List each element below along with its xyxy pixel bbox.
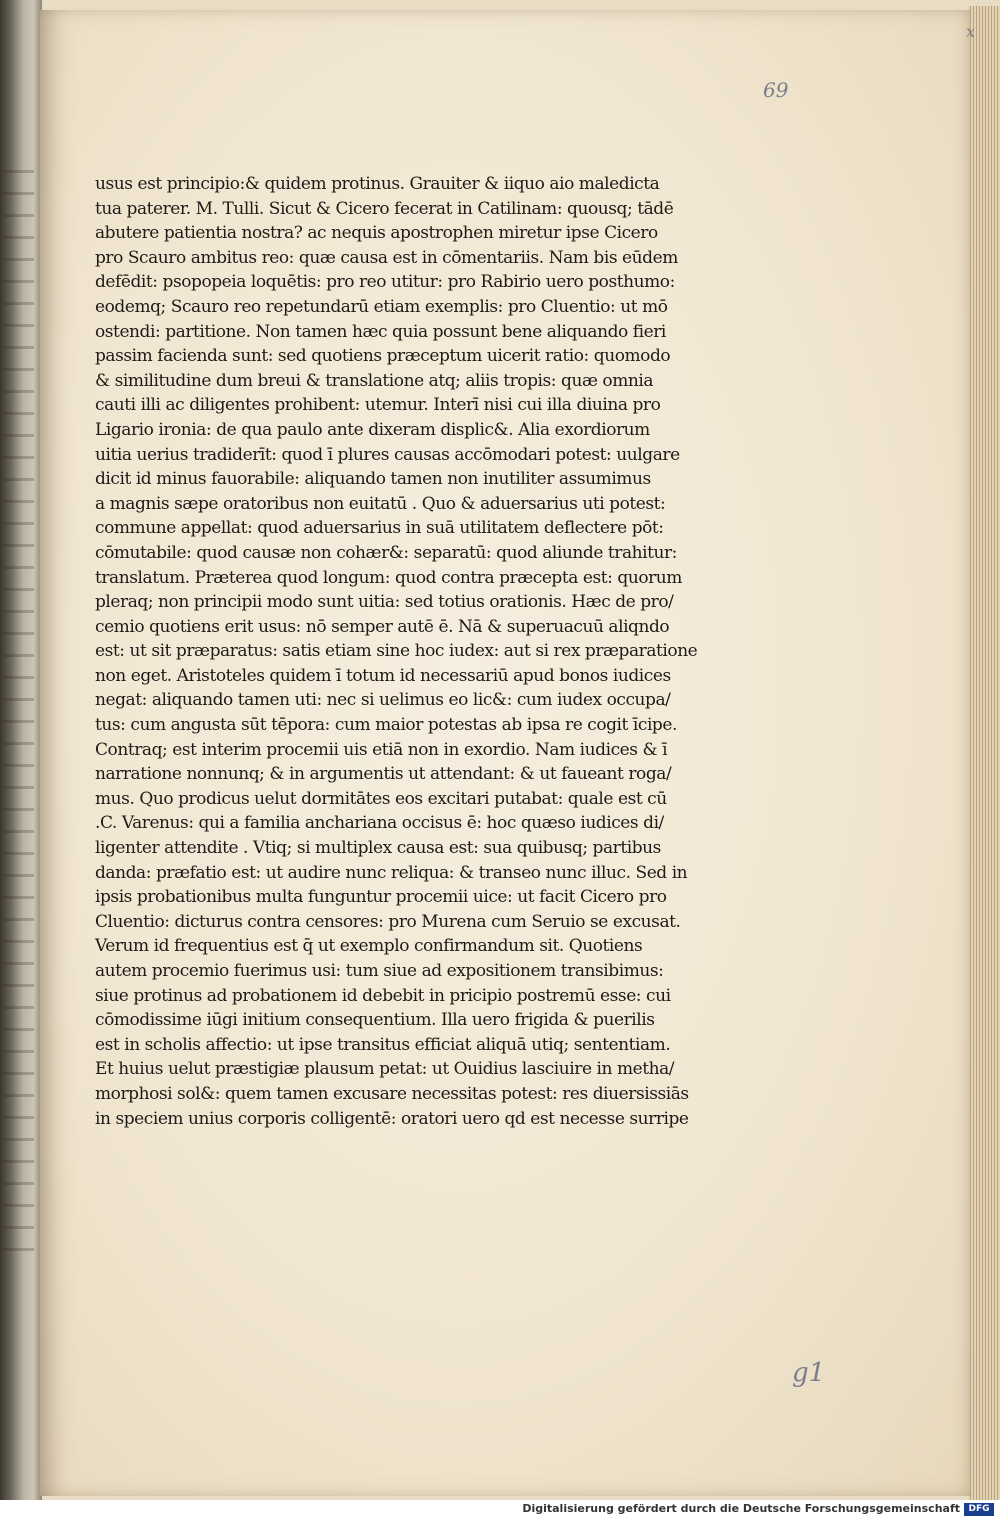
text-line: ostendi: partitione. Non tamen hæc quia possunt bene aliquando fieri [95,321,666,342]
text-line: cōmodissime iūgi initium consequentium. Illa uero frigida & puerilis [95,1010,655,1031]
text-line: ligenter attendite . Vtiq; si multiplex causa est: sua quibusq; partibus [95,838,661,859]
text-line: ipsis probationibus multa funguntur procemii uice: ut facit Cicero pro [95,887,667,908]
text-line: commune appellat: quod aduersarius in suā utilitatem deflectere pōt: [95,518,664,539]
text-line: & similitudine dum breui & translatione atq; aliis tropis: quæ omnia [95,370,654,391]
text-line: a magnis sæpe oratoribus non euitatū . Quo & aduersarius uti potest: [95,493,666,514]
text-line: Cluentio: dicturus contra censores: pro Murena cum Seruio se excusat. [95,911,681,932]
text-line: narratione nonnunq; & in argumentis ut attendant: & ut faueant roga/ [95,764,672,785]
signature-mark: g1 [792,1358,826,1388]
text-line: pro Scauro ambitus reo: quæ causa est in cōmentariis. Nam bis eūdem [95,247,678,268]
text-line: abutere patientia nostra? ac nequis apostrophen miretur ipse Cicero [95,223,658,244]
footer-credit: Digitalisierung gefördert durch die Deutsche Forschungsgemeinschaft [522,1502,960,1515]
text-line: usus est principio:& quidem protinus. Grauiter & iiquo aio maledicta [95,174,660,194]
text-line: uitia uerius tradiderīt: quod ī plures causas accōmodari potest: uulgare [95,444,680,465]
text-line: est in scholis affectio: ut ipse transitus efficiat aliquā utiq; sententiam. [95,1034,671,1055]
text-line: tua paterer. M. Tulli. Sicut & Cicero fecerat in Catilinam: quousq; tādē [95,198,674,219]
text-line: cōmutabile: quod causæ non cohær&: separatū: quod aliunde trahitur: [95,542,677,563]
page-edges [968,6,1000,1500]
text-line: morphosi sol&: quem tamen excusare necessitas potest: res diuersissiās [95,1083,689,1104]
text-line: passim facienda sunt: sed quotiens præceptum uicerit ratio: quomodo [95,346,671,367]
text-line: siue protinus ad probationem id debebit in pricipio postremū esse: cui [95,985,671,1006]
text-line: autem procemio fuerimus usi: tum siue ad expositionem transibimus: [95,961,664,981]
folio-mark: x [966,22,976,41]
text-line: negat: aliquando tamen uti: nec si uelimus eo lic&: cum iudex occupa/ [95,690,671,711]
text-line: cauti illi ac diligentes prohibent: utemur. Interī nisi cui illa diuina pro [95,395,661,416]
text-line: in speciem unius corporis colligentē: oratori uero qd est necesse surripe [95,1108,689,1129]
facing-page-edge-text [4,170,34,1270]
text-line: Et huius uelut præstigiæ plausum petat: ut Ouidius lasciuire in metha/ [95,1059,675,1080]
dfg-logo: DFG [964,1503,994,1516]
text-line: defēdit: psopopeia loquētis: pro reo utitur: pro Rabirio uero posthumo: [95,272,675,293]
text-line: Ligario ironia: de qua paulo ante dixeram displic&. Alia exordiorum [95,419,650,440]
text-line: Verum id frequentius est q̄ ut exemplo confirmandum sit. Quotiens [95,936,643,957]
text-line: est: ut sit præparatus: satis etiam sine hoc iudex: aut si rex præparatione [95,641,698,662]
printed-text-block [95,172,705,1131]
text-line: danda: præfatio est: ut audire nunc reliqua: & transeo nunc illuc. Sed in [95,862,688,883]
text-line: eodemq; Scauro reo repetundarū etiam exemplis: pro Cluentio: ut mō [95,296,668,317]
text-line: cemio quotiens erit usus: nō semper autē ē. Nā & superuacuū aliqndo [95,616,670,637]
book-binding [0,0,42,1500]
text-line: translatum. Præterea quod longum: quod contra præcepta est: quorum [95,567,682,588]
text-line: tus: cum angusta sūt tēpora: cum maior potestas ab ipsa re cogit īcipe. [95,715,677,736]
text-line: mus. Quo prodicus uelut dormitātes eos excitari putabat: quale est cū [95,788,667,809]
text-line: pleraq; non principii modo sunt uitia: sed totius orationis. Hæc de pro/ [95,592,674,613]
text-line: non eget. Aristoteles quidem ī totum id necessariū apud bonos iudices [95,665,671,686]
text-line: .C. Varenus: qui a familia anchariana occisus ē: hoc quæso iudices di/ [95,813,664,834]
text-line: Contraq; est interim procemii uis etiā non in exordio. Nam iudices & ī [95,739,668,760]
text-line: dicit id minus fauorabile: aliquando tamen non inutiliter assumimus [95,469,651,490]
leaf-number: 69 [763,78,789,102]
